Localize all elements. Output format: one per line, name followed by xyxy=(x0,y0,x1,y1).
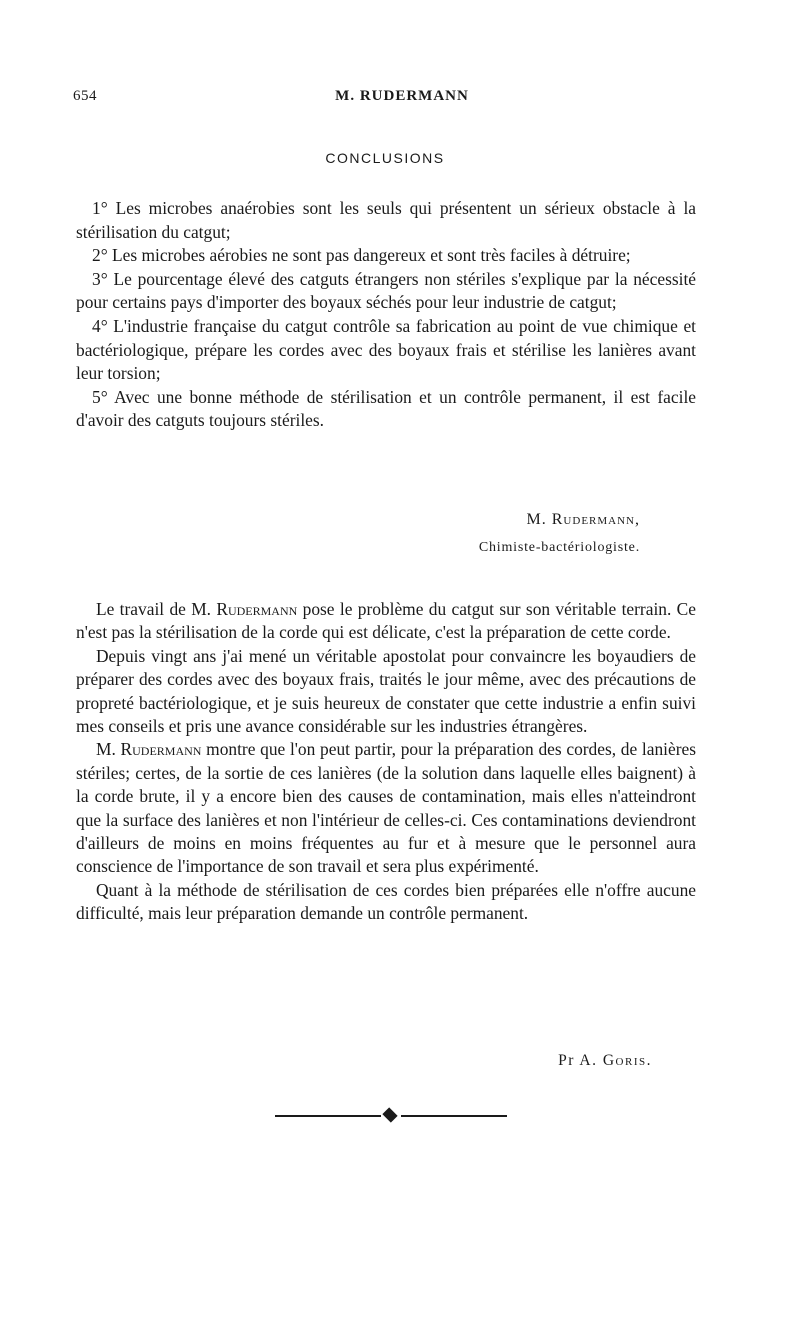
section-heading: CONCLUSIONS xyxy=(325,150,445,166)
author-name xyxy=(0,508,640,532)
commentary-text: montre que l'on peut partir, pour la préparation des cordes, de lanières stériles; certes, de la sortie de ces lanières (de la solution dans laquelle elles baignent) à la corde brute, il y a encore bien des causes de contamination, mais elles n'atteindront que la surface des lanières et non l'intérieur de celles-ci. Ces contaminations deviendront d'ailleurs de moins en moins fréquentes au fur et à mesure que le personnel aura conscience de l'importance de son travail et sera plus expérimenté. xyxy=(76,739,696,877)
conclusions-list xyxy=(76,197,696,433)
closing-signature xyxy=(0,1052,652,1070)
author-title: Chimiste-bactériologiste. xyxy=(478,540,640,555)
author-name-ref: Rudermann xyxy=(216,599,298,619)
commentary-text: M. xyxy=(96,739,121,760)
conclusion-item: 3° Le pourcentage élevé des catguts étrangers non stériles s'explique par la nécessité pour certains pays d'importer des boyaux séchés pour leur industrie de catgut; xyxy=(76,268,696,313)
commentary-paragraph xyxy=(76,738,696,878)
commentary-paragraph: Quant à la méthode de stérilisation de ces cordes bien préparées elle n'offre aucune difficulté, mais leur préparation demande un contrôle permanent. xyxy=(76,879,696,924)
commentary-text: pose le problème du catgut sur son véritable terrain. Ce n'est pas la stérilisation de la corde qui est délicate, c'est la préparation de cette corde. xyxy=(76,599,696,643)
conclusion-item: 5° Avec une bonne méthode de stérilisation et un contrôle permanent, il est facile d'avoir des catguts toujours stériles. xyxy=(76,386,696,431)
conclusion-item: 1° Les microbes anaérobies sont les seuls qui présentent un sérieux obstacle à la stérilisation du catgut; xyxy=(76,198,696,242)
commentary xyxy=(76,598,696,926)
running-head xyxy=(73,88,731,112)
end-ornament xyxy=(275,1106,507,1126)
ornament-rule-left xyxy=(275,1115,381,1117)
closing-signature-prefix: Pr A. xyxy=(558,1052,603,1069)
diamond-icon xyxy=(382,1107,397,1122)
commentary-paragraph xyxy=(76,598,696,645)
commentary-text: Le travail de M. xyxy=(96,599,217,619)
running-title: M. RUDERMANN xyxy=(335,88,469,104)
author-name-text: M. Rudermann, xyxy=(526,511,640,528)
commentary-paragraph: Depuis vingt ans j'ai mené un véritable apostolat pour convaincre les boyaudiers de préparer des cordes avec des boyaux frais, traités le jour même, avec des précautions de propreté bactériologique, et je suis heureux de constater que cette industrie a enfin suivi mes conseils et pris une avance considérable sur les industries étrangères. xyxy=(76,645,696,737)
closing-signature-name: Goris. xyxy=(602,1052,652,1069)
author-name-ref: Rudermann xyxy=(120,739,202,760)
ornament-rule-right xyxy=(401,1115,507,1117)
page-number: 654 xyxy=(73,88,97,104)
author-signature xyxy=(0,508,640,560)
conclusion-item: 4° L'industrie française du catgut contrôle sa fabrication au point de vue chimique et bactériologique, prépare les cordes avec des boyaux frais et stérilise les lanières avant leur torsion; xyxy=(76,315,696,384)
conclusion-item: 2° Les microbes aérobies ne sont pas dangereux et sont très faciles à détruire; xyxy=(92,245,631,266)
